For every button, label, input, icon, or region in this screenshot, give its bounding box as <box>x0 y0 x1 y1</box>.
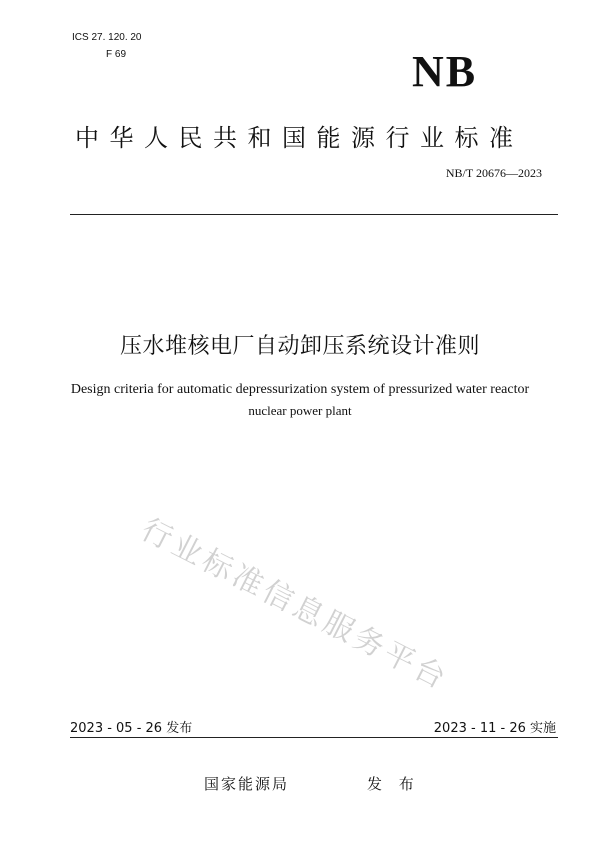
bottom-divider <box>70 737 558 738</box>
organization-heading: 中华人民共和国能源行业标准 <box>75 124 524 152</box>
top-divider <box>70 214 558 215</box>
issue-label: 发 布 <box>367 775 420 793</box>
nb-logo: NB <box>412 47 478 96</box>
title-english-line1: Design criteria for automatic depressurization system of pressurized water reactor <box>70 382 530 397</box>
ics-code: ICS 27. 120. 20 <box>72 32 142 43</box>
standard-number: NB/T 20676—2023 <box>445 166 542 180</box>
issue-date: 2023 - 05 - 26 发布 <box>70 721 193 736</box>
watermark-text: 行业标准信息服务平台 <box>135 512 455 698</box>
issuing-authority: 国家能源局 <box>204 775 290 793</box>
implementation-date: 2023 - 11 - 26 实施 <box>433 721 556 736</box>
title-english-line2: nuclear power plant <box>248 403 352 418</box>
title-chinese: 压水堆核电厂自动卸压系统设计准则 <box>119 334 480 359</box>
ccs-code: F 69 <box>106 49 127 60</box>
